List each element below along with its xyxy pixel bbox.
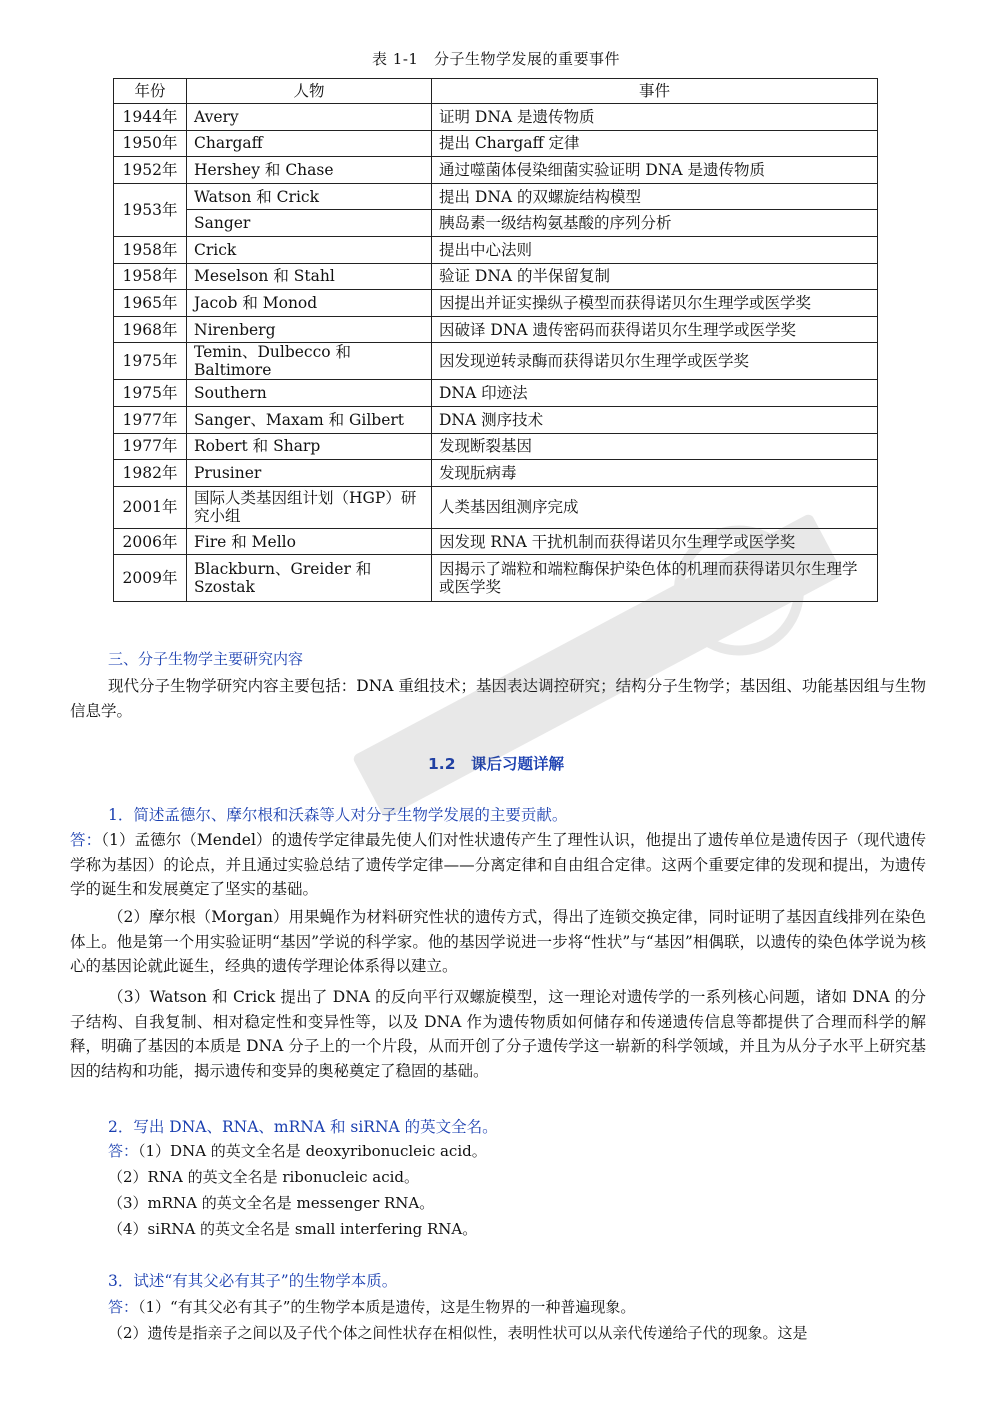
answer-text: （1）“有其父必有其子”的生物学本质是遗传，这是生物界的一种普遍现象。 [138, 1298, 636, 1316]
cell-event: DNA 印迹法 [432, 380, 878, 407]
answer-label: 答： [108, 1298, 139, 1316]
cell-year: 2009年 [114, 555, 187, 602]
question-1: 1．简述孟德尔、摩尔根和沃森等人对分子生物学发展的主要贡献。 [108, 806, 568, 824]
table-row [114, 130, 878, 157]
table-row [114, 343, 878, 380]
cell-year: 1968年 [114, 316, 187, 343]
cell-person: Sanger、Maxam 和 Gilbert [187, 406, 432, 433]
cell-person: Southern [187, 380, 432, 407]
table-row [114, 263, 878, 290]
cell-year: 1975年 [114, 380, 187, 407]
table-row [114, 555, 878, 602]
cell-person: Crick [187, 236, 432, 263]
header-person: 人物 [187, 79, 432, 104]
header-event: 事件 [432, 79, 878, 104]
cell-year: 1958年 [114, 236, 187, 263]
table-row [114, 210, 878, 237]
cell-person: Jacob 和 Monod [187, 290, 432, 317]
cell-year: 1975年 [114, 343, 187, 380]
answer-label: 答： [70, 831, 102, 849]
answer-1-part-1 [70, 828, 926, 902]
cell-event: 因提出并证实操纵子模型而获得诺贝尔生理学或医学奖 [432, 290, 878, 317]
cell-event: 因发现 RNA 干扰机制而获得诺贝尔生理学或医学奖 [432, 528, 878, 555]
cell-event: DNA 测序技术 [432, 406, 878, 433]
cell-year: 1977年 [114, 433, 187, 460]
cell-person: Blackburn、Greider 和 Szostak [187, 555, 432, 602]
cell-person: Temin、Dulbecco 和 Baltimore [187, 343, 432, 380]
answer-2-line-2: （2）RNA 的英文全名是 ribonucleic acid。 [108, 1168, 420, 1186]
cell-event: 因揭示了端粒和端粒酶保护染色体的机理而获得诺贝尔生理学或医学奖 [432, 555, 878, 602]
answer-text: （1）DNA 的英文全名是 deoxyribonucleic acid。 [138, 1142, 487, 1160]
table-row [114, 183, 878, 210]
cell-event: 提出 Chargaff 定律 [432, 130, 878, 157]
section-body: 现代分子生物学研究内容主要包括：DNA 重组技术；基因表达调控研究；结构分子生物学；基因组、功能基因组与生物信息学。 [70, 677, 926, 720]
cell-year: 2006年 [114, 528, 187, 555]
cell-year: 1982年 [114, 460, 187, 487]
table-row [114, 460, 878, 487]
table-caption: 表 1-1 分子生物学发展的重要事件 [372, 50, 620, 68]
cell-person: Prusiner [187, 460, 432, 487]
cell-event: 提出 DNA 的双螺旋结构模型 [432, 183, 878, 210]
table-header-row [114, 79, 878, 104]
cell-year: 1958年 [114, 263, 187, 290]
table-row [114, 316, 878, 343]
table-row [114, 290, 878, 317]
table-row [114, 528, 878, 555]
cell-event: 证明 DNA 是遗传物质 [432, 104, 878, 131]
cell-event: 提出中心法则 [432, 236, 878, 263]
table-row [114, 380, 878, 407]
answer-1-part-3: （3）Watson 和 Crick 提出了 DNA 的反向平行双螺旋模型，这一理论对遗传学的一系列核心问题，诸如 DNA 的分子结构、自我复制、相对稳定性和变异性等，以及 DNA 作为遗传物质如何储存和传递遗传信息等都提供了合理而科学的解释，明确了基因的本质是 DNA 分子上的一个片段，从而开创了分子遗传学这一崭新的科学领域，并且为从分子水平上研究基因的结构和功能，揭示遗传和变异的奥秘奠定了稳固的基础。 [70, 988, 926, 1080]
answer-2-line-1 [108, 1140, 926, 1162]
table-row [114, 104, 878, 131]
cell-year: 1977年 [114, 406, 187, 433]
table-row [114, 486, 878, 528]
answer-1-part-2: （2）摩尔根（Morgan）用果蝇作为材料研究性状的遗传方式，得出了连锁交换定律，同时证明了基因直线排列在染色体上。他是第一个用实验证明“基因”学说的科学家。他的基因学说进一步将“性状”与“基因”相偶联，以遗传的染色体学说为核心的基因论就此诞生，经典的遗传学理论体系得以建立。 [70, 908, 926, 975]
cell-person: Chargaff [187, 130, 432, 157]
header-year: 年份 [114, 79, 187, 104]
cell-event: 人类基因组测序完成 [432, 486, 878, 528]
subsection-title: 1.2 课后习题详解 [428, 755, 564, 773]
cell-event: 验证 DNA 的半保留复制 [432, 263, 878, 290]
cell-event: 发现断裂基因 [432, 433, 878, 460]
events-table [113, 78, 878, 602]
cell-event: 因发现逆转录酶而获得诺贝尔生理学或医学奖 [432, 343, 878, 380]
table-row [114, 433, 878, 460]
section-heading: 三、分子生物学主要研究内容 [108, 650, 304, 668]
cell-year: 1953年 [114, 183, 187, 236]
cell-person: Fire 和 Mello [187, 528, 432, 555]
cell-person: Avery [187, 104, 432, 131]
cell-event: 发现朊病毒 [432, 460, 878, 487]
table-row [114, 406, 878, 433]
cell-event: 因破译 DNA 遗传密码而获得诺贝尔生理学或医学奖 [432, 316, 878, 343]
question-3: 3．试述“有其父必有其子”的生物学本质。 [108, 1272, 398, 1290]
question-2: 2．写出 DNA、RNA、mRNA 和 siRNA 的英文全名。 [108, 1118, 498, 1136]
cell-person: 国际人类基因组计划（HGP）研究小组 [187, 486, 432, 528]
answer-3-line-1 [108, 1296, 926, 1318]
cell-year: 2001年 [114, 486, 187, 528]
answer-2-line-4: （4）siRNA 的英文全名是 small interfering RNA。 [108, 1220, 478, 1238]
cell-person: Watson 和 Crick [187, 183, 432, 210]
cell-event: 胰岛素一级结构氨基酸的序列分析 [432, 210, 878, 237]
table-row [114, 157, 878, 184]
cell-year: 1965年 [114, 290, 187, 317]
cell-person: Robert 和 Sharp [187, 433, 432, 460]
cell-year: 1944年 [114, 104, 187, 131]
answer-text: （1）孟德尔（Mendel）的遗传学定律最先使人们对性状遗传产生了理性认识，他提出了遗传单位是遗传因子（现代遗传学称为基因）的论点，并且通过实验总结了遗传学定律——分离定律和自由组合定律。这两个重要定律的发现和提出，为遗传学的诞生和发展奠定了坚实的基础。 [70, 831, 926, 898]
cell-event: 通过噬菌体侵染细菌实验证明 DNA 是遗传物质 [432, 157, 878, 184]
cell-person: Meselson 和 Stahl [187, 263, 432, 290]
cell-person: Hershey 和 Chase [187, 157, 432, 184]
cell-person: Sanger [187, 210, 432, 237]
table-row [114, 236, 878, 263]
cell-year: 1952年 [114, 157, 187, 184]
answer-3-line-2: （2）遗传是指亲子之间以及子代个体之间性状存在相似性，表明性状可以从亲代传递给子代的现象。这是 [108, 1324, 808, 1342]
answer-label: 答： [108, 1142, 139, 1160]
answer-2-line-3: （3）mRNA 的英文全名是 messenger RNA。 [108, 1194, 435, 1212]
cell-year: 1950年 [114, 130, 187, 157]
cell-person: Nirenberg [187, 316, 432, 343]
